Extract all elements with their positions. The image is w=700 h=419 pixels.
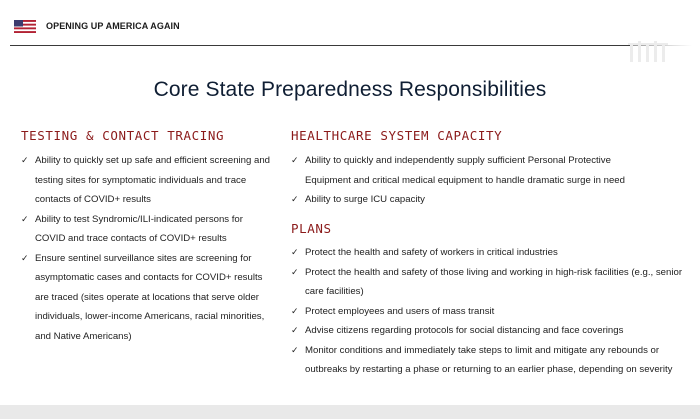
- checkmark-icon: ✓: [21, 252, 29, 263]
- list-item: [21, 249, 271, 347]
- section-heading-testing: TESTING & CONTACT TRACING: [21, 128, 225, 143]
- list-item: [291, 263, 699, 302]
- checkmark-icon: ✓: [291, 266, 299, 277]
- list-item-text: Ability to quickly set up safe and efficient screening and testing sites for symptomatic individuals and trace contacts of COVID+ results: [35, 155, 271, 205]
- list-item-text: Ability to test Syndromic/ILI-indicated persons for COVID and trace contacts of COVID+ results: [35, 213, 243, 244]
- checkmark-icon: ✓: [291, 155, 299, 165]
- list-item-text: Protect employees and users of mass transit: [305, 305, 495, 317]
- header-bar: [0, 0, 700, 48]
- checkmark-icon: ✓: [291, 194, 299, 204]
- list-item-text: Ensure sentinel surveillance sites are screening for asymptomatic cases and contacts for COVID+ results are traced (sites operate at locations that serve older individuals, lower-income Americans, racial minorities, and Native Americans): [35, 252, 265, 342]
- list-item-text: Protect the health and safety of those living and working in high-risk facilities (e.g., senior care facilities): [305, 266, 683, 297]
- list-item-text: Advise citizens regarding protocols for social distancing and face coverings: [305, 325, 624, 336]
- checkmark-icon: ✓: [21, 213, 29, 224]
- list-item: [291, 302, 699, 322]
- list-item: [291, 190, 641, 210]
- footer-band: [0, 405, 700, 419]
- testing-list: [21, 151, 271, 346]
- list-item: [21, 210, 271, 249]
- list-item-text: Ability to quickly and independently supply sufficient Personal Protective Equipment and critical medical equipment to handle dramatic surge in need: [305, 155, 625, 186]
- checkmark-icon: ✓: [291, 325, 299, 335]
- page-title: Core State Preparedness Responsibilities: [153, 78, 547, 101]
- list-item: [291, 151, 641, 190]
- logo-watermark-icon: [626, 38, 686, 64]
- list-item: [21, 151, 271, 210]
- list-item: [291, 243, 699, 263]
- checkmark-icon: ✓: [21, 155, 29, 165]
- checkmark-icon: ✓: [291, 305, 299, 316]
- checkmark-icon: ✓: [291, 247, 299, 257]
- list-item-text: Protect the health and safety of workers in critical industries: [305, 247, 558, 258]
- list-item-text: Ability to surge ICU capacity: [305, 194, 425, 205]
- list-item: [291, 341, 699, 380]
- plans-list: [291, 243, 699, 380]
- us-flag-icon: [14, 20, 36, 33]
- checkmark-icon: ✓: [291, 344, 299, 355]
- section-heading-healthcare: HEALTHCARE SYSTEM CAPACITY: [291, 128, 503, 143]
- list-item-text: Monitor conditions and immediately take steps to limit and mitigate any rebounds or outbreaks by restarting a phase or returning to an earlier phase, depending on severity: [305, 344, 673, 375]
- list-item: [291, 321, 699, 341]
- section-heading-plans: PLANS: [291, 221, 332, 236]
- header-title: OPENING UP AMERICA AGAIN: [46, 21, 180, 31]
- header-divider: [10, 45, 632, 46]
- healthcare-list: [291, 151, 641, 210]
